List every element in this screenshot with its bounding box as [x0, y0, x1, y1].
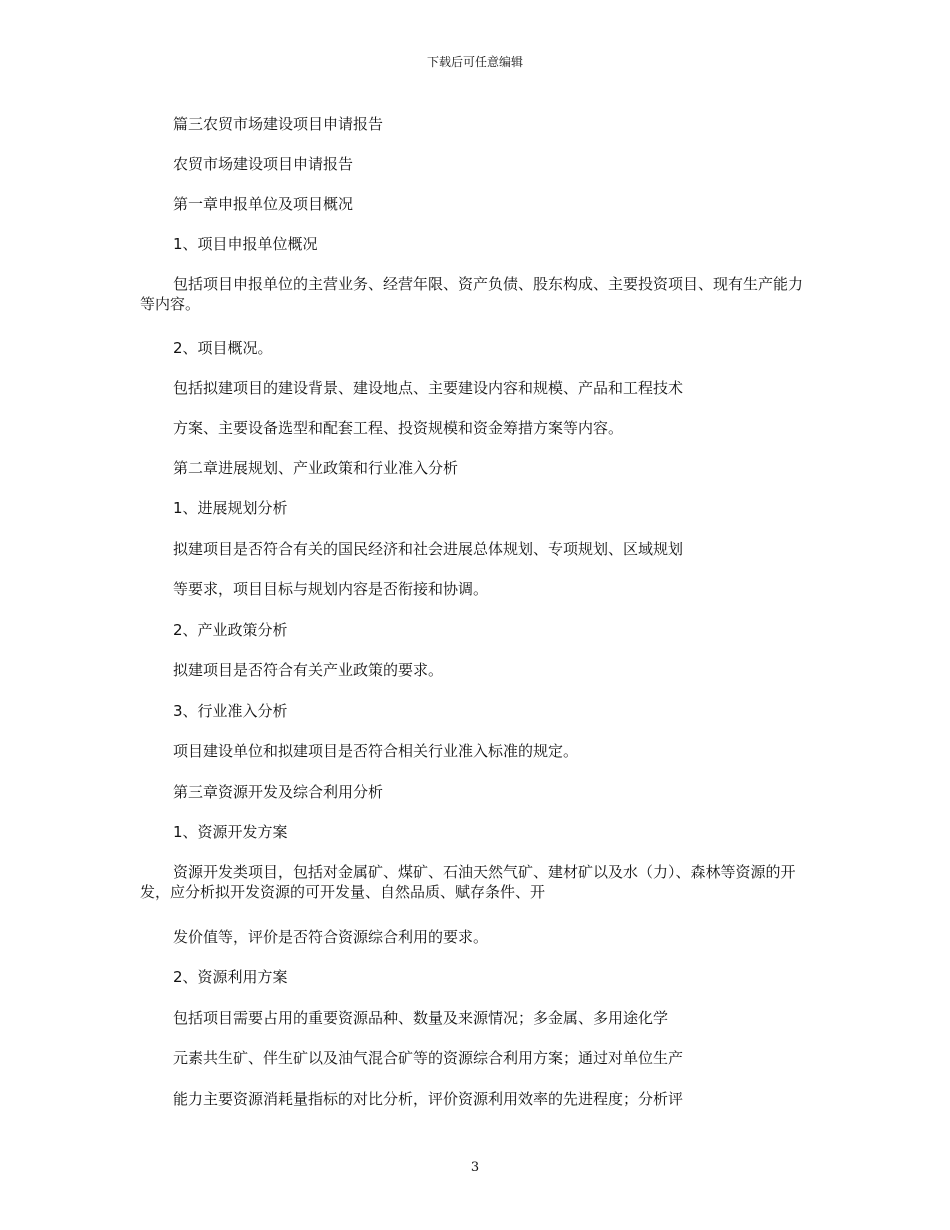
- subsection-heading: 3、行业准入分析: [173, 702, 288, 720]
- page-number: 3: [470, 1160, 480, 1175]
- paragraph: 资源开发类项目，包括对金属矿、煤矿、石油天然气矿、建材矿以及水（力）、森林等资源的开发，应分析拟开发资源的可开发量、自然品质、赋存条件、开: [140, 863, 796, 901]
- paragraph: 包括项目需要占用的重要资源品种、数量及来源情况；多金属、多用途化学: [173, 1009, 669, 1027]
- paragraph: 项目建设单位和拟建项目是否符合相关行业准入标准的规定。: [173, 742, 579, 760]
- subsection-heading: 1、进展规划分析: [173, 499, 288, 517]
- paragraph: 拟建项目是否符合有关的国民经济和社会进展总体规划、专项规划、区域规划: [173, 540, 684, 558]
- paragraph: 拟建项目是否符合有关产业政策的要求。: [173, 661, 444, 679]
- paragraph: 发价值等，评价是否符合资源综合利用的要求。: [173, 928, 489, 946]
- subsection-heading: 2、产业政策分析: [173, 621, 288, 639]
- paragraph: 包括项目申报单位的主营业务、经营年限、资产负债、股东构成、主要投资项目、现有生产能力等内容。: [140, 275, 804, 313]
- paragraph: 包括拟建项目的建设背景、建设地点、主要建设内容和规模、产品和工程技术: [173, 379, 684, 397]
- chapter-heading: 第二章进展规划、产业政策和行业准入分析: [173, 459, 459, 477]
- paragraph: 方案、主要设备选型和配套工程、投资规模和资金筹措方案等内容。: [173, 419, 624, 437]
- paragraph: 能力主要资源消耗量指标的对比分析，评价资源利用效率的先进程度；分析评: [173, 1090, 684, 1108]
- paragraph: 等要求，项目目标与规划内容是否衔接和协调。: [173, 580, 489, 598]
- paragraph: 元素共生矿、伴生矿以及油气混合矿等的资源综合利用方案；通过对单位生产: [173, 1049, 684, 1067]
- page-header-note: 下载后可任意编辑: [426, 55, 523, 69]
- subsection-heading: 1、资源开发方案: [173, 823, 288, 841]
- chapter-heading: 第三章资源开发及综合利用分析: [173, 783, 384, 801]
- report-title: 农贸市场建设项目申请报告: [173, 155, 354, 173]
- subsection-heading: 2、资源利用方案: [173, 968, 288, 986]
- section-title: 篇三农贸市场建设项目申请报告: [173, 115, 384, 133]
- chapter-heading: 第一章申报单位及项目概况: [173, 195, 354, 213]
- subsection-heading: 1、项目申报单位概况: [173, 235, 318, 253]
- subsection-heading: 2、项目概况。: [173, 339, 273, 357]
